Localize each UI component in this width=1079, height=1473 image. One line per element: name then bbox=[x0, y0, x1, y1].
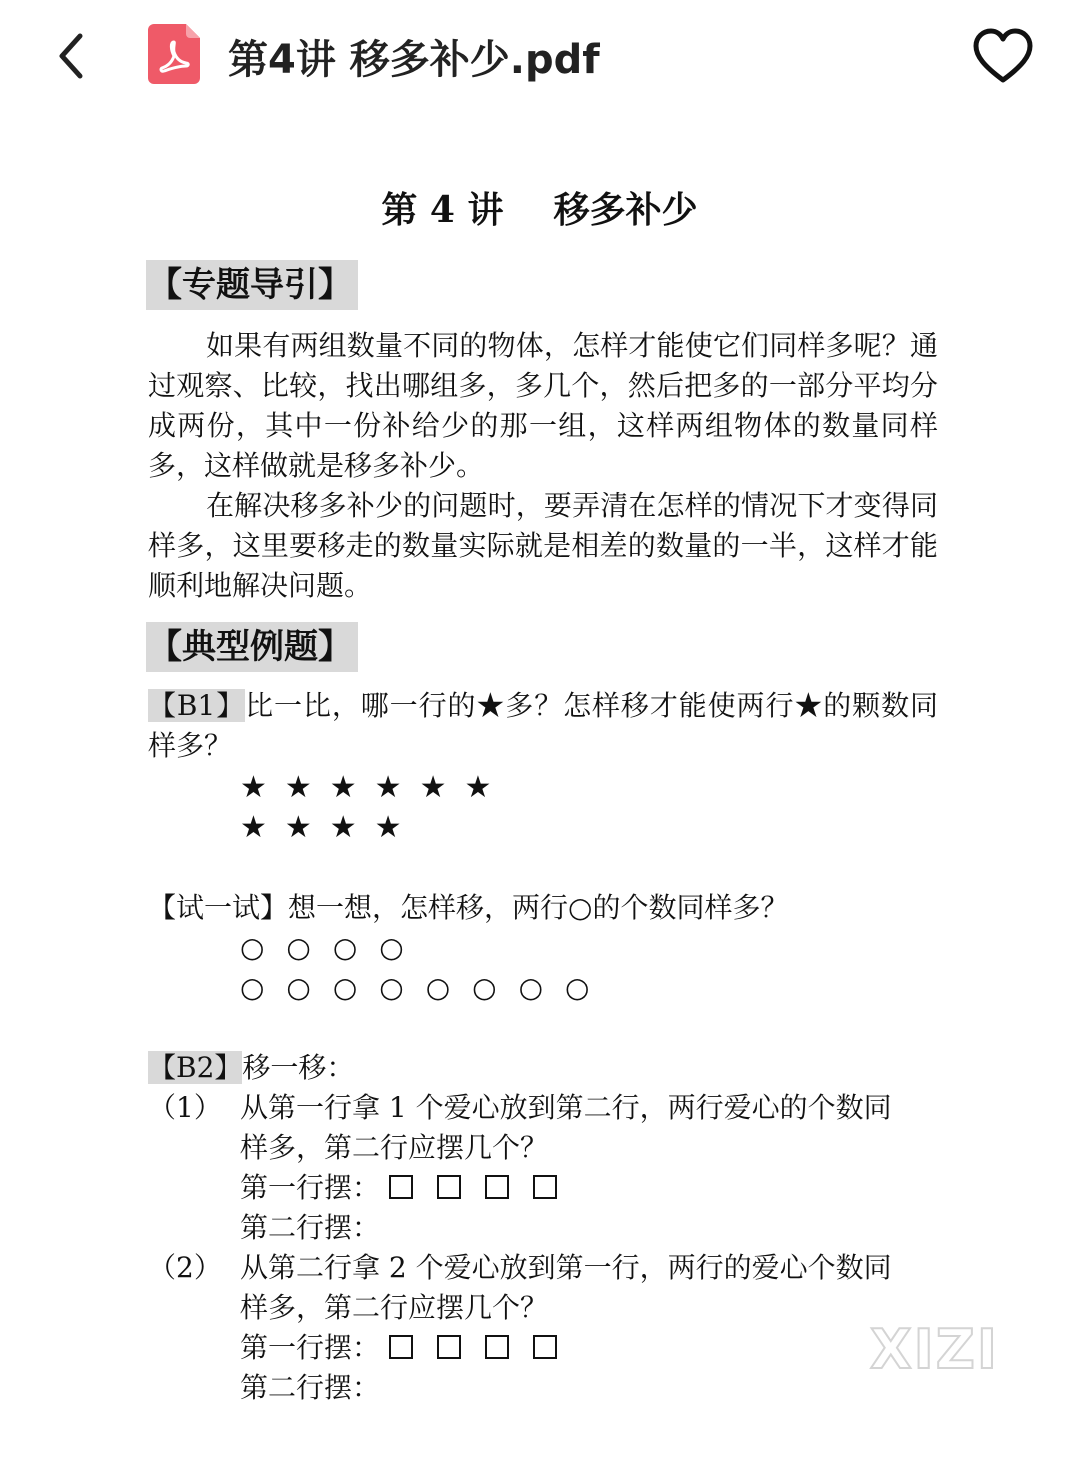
q2-line-2: 样多，第二行应摆几个？ bbox=[240, 1291, 549, 1324]
example-b1 bbox=[148, 686, 938, 766]
intro-paragraph-1: 如果有两组数量不同的物体，怎样才能使它们同样多呢？通过观察、比较，找出哪组多，多几个，然后把多的一部分平均分成两份，其中一份补给少的那一组，这样两组物体的数量同样多，这样做就是移多补少。 bbox=[148, 329, 938, 482]
square-icon bbox=[533, 1175, 557, 1199]
q1-row-2-label: 第二行摆： bbox=[240, 1211, 381, 1244]
stars-row-1: ★★★★★★ bbox=[240, 770, 510, 805]
b1-text: 比一比，哪一行的★多？怎样移才能使两行★的颗数同样多？ bbox=[148, 689, 938, 762]
q1-row-1-label: 第一行摆： bbox=[240, 1171, 381, 1204]
section-heading-examples: 【典型例题】 bbox=[146, 622, 358, 672]
b2-text: 移一移： bbox=[242, 1051, 355, 1084]
square-icon bbox=[533, 1335, 557, 1359]
q1-row-1 bbox=[240, 1168, 581, 1208]
heart-icon bbox=[972, 28, 1034, 84]
square-icon bbox=[485, 1175, 509, 1199]
pdf-file-icon bbox=[148, 24, 200, 84]
q1-number: （1） bbox=[148, 1091, 222, 1124]
section-heading-intro: 【专题导引】 bbox=[146, 260, 358, 310]
q1-boxes bbox=[389, 1168, 581, 1208]
q2-boxes bbox=[389, 1328, 581, 1368]
b2-tag: 【B2】 bbox=[148, 1051, 243, 1084]
chevron-left-icon bbox=[52, 30, 92, 82]
q2-row-2-label: 第二行摆： bbox=[240, 1371, 381, 1404]
square-icon bbox=[437, 1335, 461, 1359]
q2-number: （2） bbox=[148, 1251, 222, 1284]
q2-line-1: 从第二行拿 2 个爱心放到第一行，两行的爱心个数同 bbox=[240, 1251, 892, 1284]
back-button[interactable] bbox=[52, 30, 92, 82]
b1-tag: 【B1】 bbox=[148, 689, 246, 722]
circles-row-1: ○○○○ bbox=[240, 931, 426, 964]
circles-row-2: ○○○○○○○○ bbox=[240, 971, 612, 1004]
square-icon bbox=[437, 1175, 461, 1199]
favorite-button[interactable] bbox=[972, 28, 1034, 84]
try-text: 想一想，怎样移，两行○的个数同样多？ bbox=[288, 891, 789, 924]
top-bar bbox=[0, 0, 1079, 110]
document-title: 第 4 讲 移多补少 bbox=[381, 189, 698, 231]
try-tag: 【试一试】 bbox=[148, 891, 289, 924]
try-it-line bbox=[148, 888, 788, 928]
q2-row-1 bbox=[240, 1328, 581, 1368]
square-icon bbox=[389, 1175, 413, 1199]
file-title: 第4讲 移多补少.pdf bbox=[228, 37, 600, 83]
q2-row-1-label: 第一行摆： bbox=[240, 1331, 381, 1364]
q1-line-2: 样多，第二行应摆几个？ bbox=[240, 1131, 549, 1164]
q1-line-1: 从第一行拿 1 个爱心放到第二行，两行爱心的个数同 bbox=[240, 1091, 892, 1124]
watermark: XIZI bbox=[870, 1318, 999, 1381]
example-b2 bbox=[148, 1048, 354, 1088]
intro-paragraph-2: 在解决移多补少的问题时，要弄清在怎样的情况下才变得同样多，这里要移走的数量实际就是相差的数量的一半，这样才能顺利地解决问题。 bbox=[148, 489, 938, 602]
stars-row-2: ★★★★ bbox=[240, 810, 420, 845]
square-icon bbox=[485, 1335, 509, 1359]
square-icon bbox=[389, 1335, 413, 1359]
